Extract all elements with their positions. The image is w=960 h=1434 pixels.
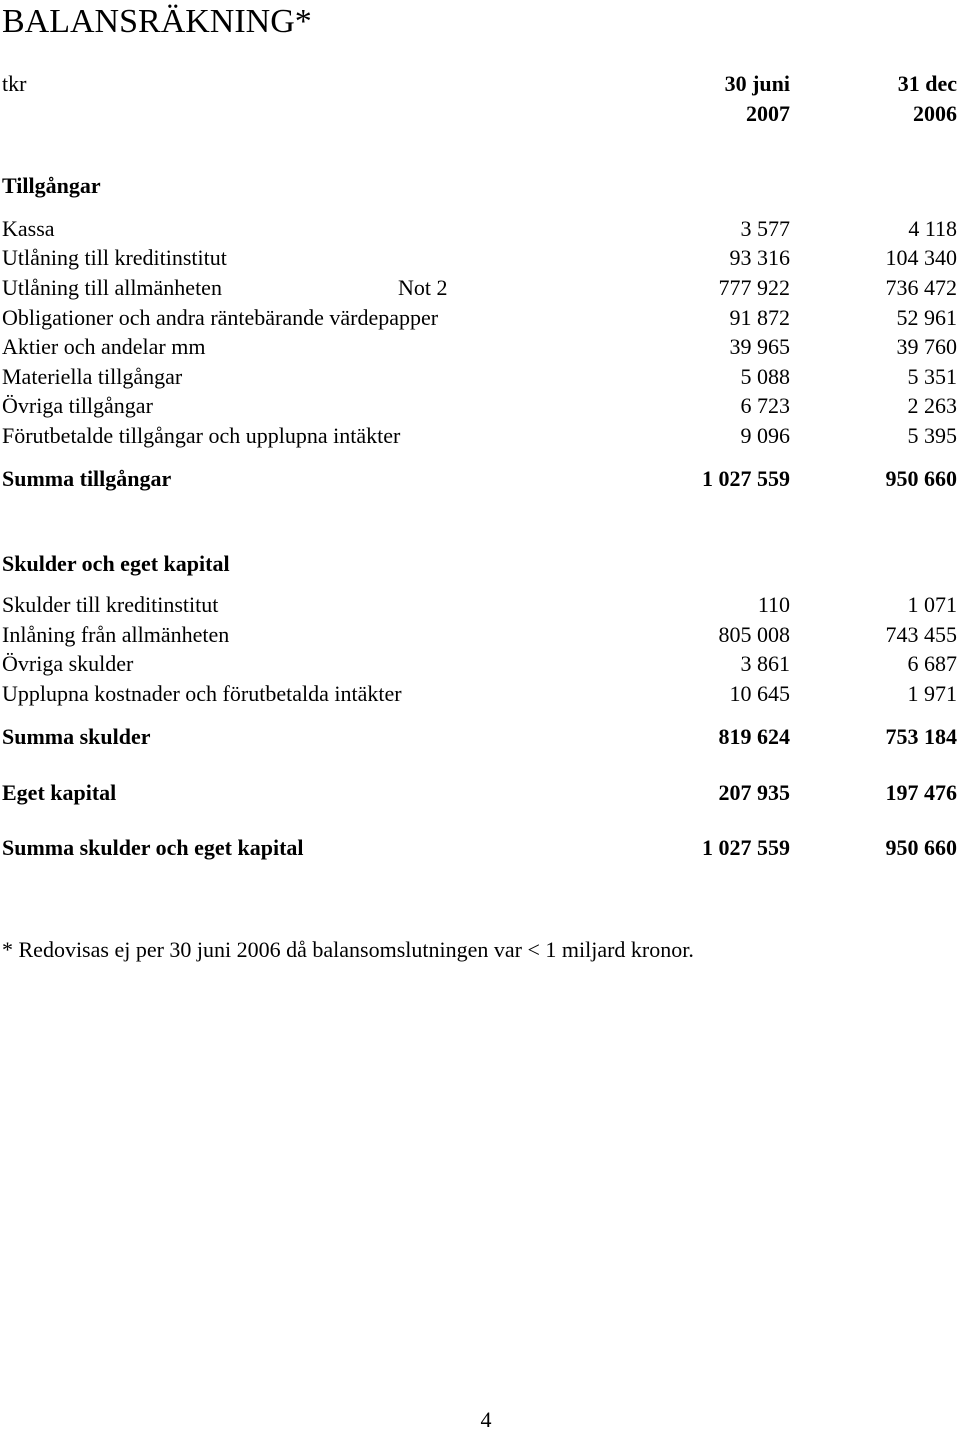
liabilities-heading: Skulder och eget kapital (2, 551, 230, 576)
total-value-2007: 1 027 559 (702, 835, 790, 860)
value-2006: 5 351 (907, 364, 957, 389)
assets-heading: Tillgångar (2, 173, 101, 198)
value-2006: 52 961 (896, 305, 957, 330)
page-number: 4 (480, 1407, 492, 1432)
row-label: Förutbetalde tillgångar och upplupna intäkter (2, 423, 401, 448)
value-2006: 6 687 (907, 651, 957, 676)
table-row (0, 304, 960, 332)
note-reference: Not 2 (398, 275, 448, 300)
row-label: Skulder till kreditinstitut (2, 592, 219, 617)
total-value-2006: 950 660 (885, 835, 957, 860)
value-2007: 5 088 (740, 364, 790, 389)
row-label: Obligationer och andra räntebärande värdepapper (2, 305, 439, 330)
value-2006: 743 455 (885, 622, 957, 647)
row-label: Kassa (2, 216, 55, 241)
value-2006: 2 263 (907, 393, 957, 418)
total-liabilities-equity-row (0, 834, 960, 862)
row-label: Aktier och andelar mm (2, 334, 206, 359)
total-assets-row (0, 465, 960, 493)
value-2006: 4 118 (908, 216, 957, 241)
col1-header-line2: 2007 (746, 101, 790, 126)
table-row (0, 392, 960, 420)
value-2007: 110 (757, 592, 790, 617)
table-row (0, 333, 960, 361)
liabilities-heading-row (0, 550, 960, 578)
assets-heading-row (0, 172, 960, 200)
row-label: Inlåning från allmänheten (2, 622, 230, 647)
value-2007: 3 577 (740, 216, 790, 241)
equity-value-2006: 197 476 (885, 780, 957, 805)
value-2007: 93 316 (729, 245, 790, 270)
table-row (0, 215, 960, 243)
row-label: Materiella tillgångar (2, 364, 183, 389)
total-label: Summa tillgångar (2, 466, 172, 491)
equity-value-2007: 207 935 (718, 780, 790, 805)
value-2007: 10 645 (729, 681, 790, 706)
header-row (0, 70, 960, 98)
total-value-2006: 950 660 (885, 466, 957, 491)
value-2007: 3 861 (740, 651, 790, 676)
value-2006: 39 760 (896, 334, 957, 359)
value-2007: 777 922 (718, 275, 790, 300)
row-label: Utlåning till allmänheten (2, 275, 222, 300)
value-2007: 6 723 (740, 393, 790, 418)
value-2007: 39 965 (729, 334, 790, 359)
footnote: * Redovisas ej per 30 juni 2006 då balansomslutningen var < 1 miljard kronor. (2, 937, 694, 962)
total-value-2006: 753 184 (885, 724, 957, 749)
col2-header-line1: 31 dec (897, 71, 957, 96)
header-row-year (0, 100, 960, 128)
row-label: Övriga skulder (2, 651, 134, 676)
row-label: Utlåning till kreditinstitut (2, 245, 227, 270)
value-2007: 9 096 (740, 423, 790, 448)
table-row (0, 422, 960, 450)
table-row (0, 591, 960, 619)
total-label: Summa skulder (2, 724, 151, 749)
unit-label: tkr (2, 71, 27, 96)
total-label: Summa skulder och eget kapital (2, 835, 304, 860)
value-2007: 91 872 (729, 305, 790, 330)
table-row (0, 621, 960, 649)
table-row (0, 244, 960, 272)
total-liabilities-row (0, 723, 960, 751)
value-2006: 736 472 (885, 275, 957, 300)
equity-label: Eget kapital (2, 780, 117, 805)
row-label: Övriga tillgångar (2, 393, 153, 418)
value-2006: 1 071 (907, 592, 957, 617)
table-row (0, 363, 960, 391)
table-row (0, 650, 960, 678)
value-2006: 104 340 (885, 245, 957, 270)
col1-header-line1: 30 juni (724, 71, 790, 96)
value-2006: 1 971 (907, 681, 957, 706)
value-2007: 805 008 (718, 622, 790, 647)
total-value-2007: 1 027 559 (702, 466, 790, 491)
total-value-2007: 819 624 (718, 724, 790, 749)
table-row (0, 680, 960, 708)
row-label: Upplupna kostnader och förutbetalda intäkter (2, 681, 402, 706)
value-2006: 5 395 (907, 423, 957, 448)
page-title: BALANSRÄKNING* (2, 3, 312, 40)
table-row (0, 274, 960, 302)
equity-row (0, 779, 960, 807)
col2-header-line2: 2006 (913, 101, 957, 126)
